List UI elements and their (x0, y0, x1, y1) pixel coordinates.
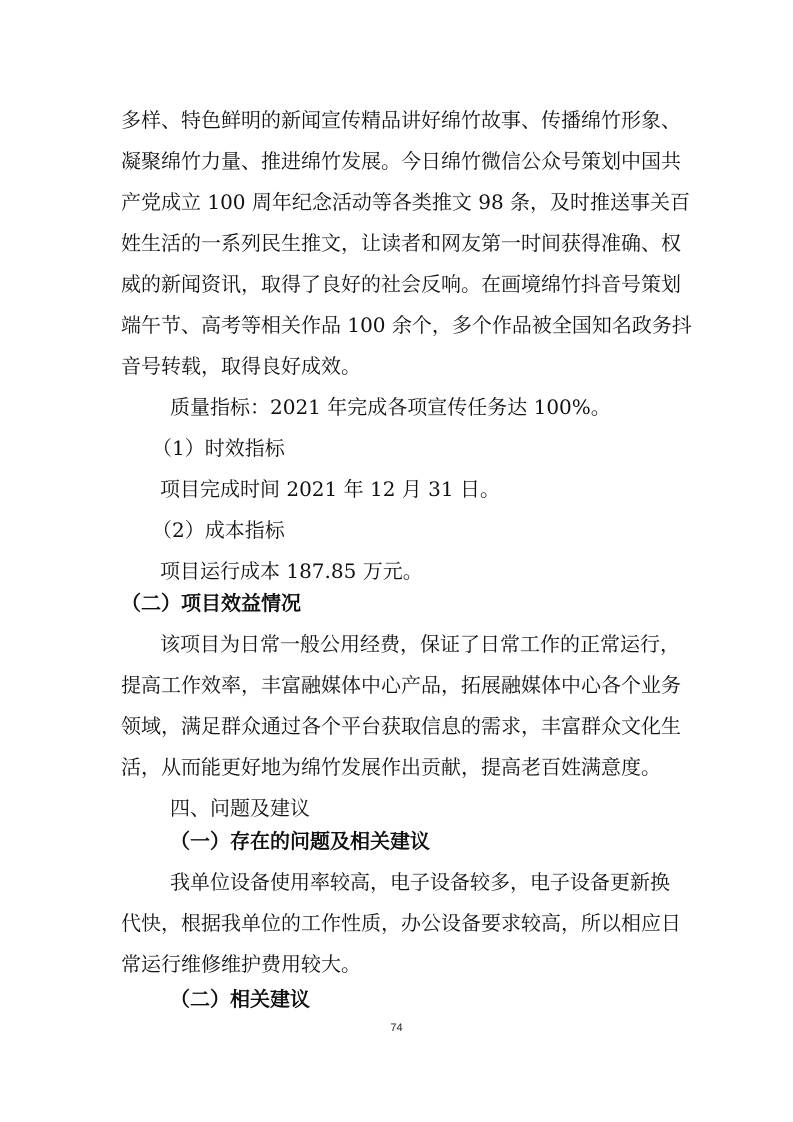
paragraph-line: 威的新闻资讯，取得了良好的社会反响。在画境绵竹抖音号策划 (121, 272, 681, 296)
timeliness-text: 项目完成时间 2021 年 12 月 31 日。 (160, 477, 500, 501)
paragraph-line: 代快，根据我单位的工作性质，办公设备要求较高，所以相应日 (121, 911, 681, 935)
paragraph-line: 音号转载，取得良好成效。 (121, 354, 361, 378)
paragraph-line: 该项目为日常一般公用经费，保证了日常工作的正常运行， (160, 632, 680, 656)
cost-text: 项目运行成本 187.85 万元。 (160, 559, 423, 583)
timeliness-heading: （1）时效指标 (152, 436, 285, 460)
paragraph-line: 我单位设备使用率较高，电子设备较多，电子设备更新换 (170, 870, 670, 894)
paragraph-line: 姓生活的一系列民生推文，让读者和网友第一时间获得准确、权 (121, 231, 681, 255)
paragraph-line: 多样、特色鲜明的新闻宣传精品讲好绵竹故事、传播绵竹形象、 (121, 108, 681, 132)
quality-indicator: 质量指标：2021 年完成各项宣传任务达 100%。 (170, 395, 611, 419)
paragraph-line: 领域，满足群众通过各个平台获取信息的需求，丰富群众文化生 (121, 714, 681, 738)
benefit-heading: （二）项目效益情况 (121, 591, 301, 615)
paragraph-line: 常运行维修维护费用较大。 (121, 952, 361, 976)
suggestions-heading: （二）相关建议 (170, 987, 310, 1011)
paragraph-line: 提高工作效率，丰富融媒体中心产品，拓展融媒体中心各个业务 (121, 673, 681, 697)
paragraph-line: 凝聚绵竹力量、推进绵竹发展。今日绵竹微信公众号策划中国共 (121, 149, 681, 173)
page-number: 74 (390, 1022, 403, 1034)
paragraph-line: 活，从而能更好地为绵竹发展作出贡献，提高老百姓满意度。 (121, 755, 661, 779)
paragraph-line: 端午节、高考等相关作品 100 余个，多个作品被全国知名政务抖 (121, 313, 692, 337)
paragraph-line: 产党成立 100 周年纪念活动等各类推文 98 条，及时推送事关百 (121, 190, 691, 214)
section-four-heading: 四、问题及建议 (170, 796, 310, 820)
problems-heading: （一）存在的问题及相关建议 (170, 829, 430, 853)
cost-heading: （2）成本指标 (152, 518, 285, 542)
